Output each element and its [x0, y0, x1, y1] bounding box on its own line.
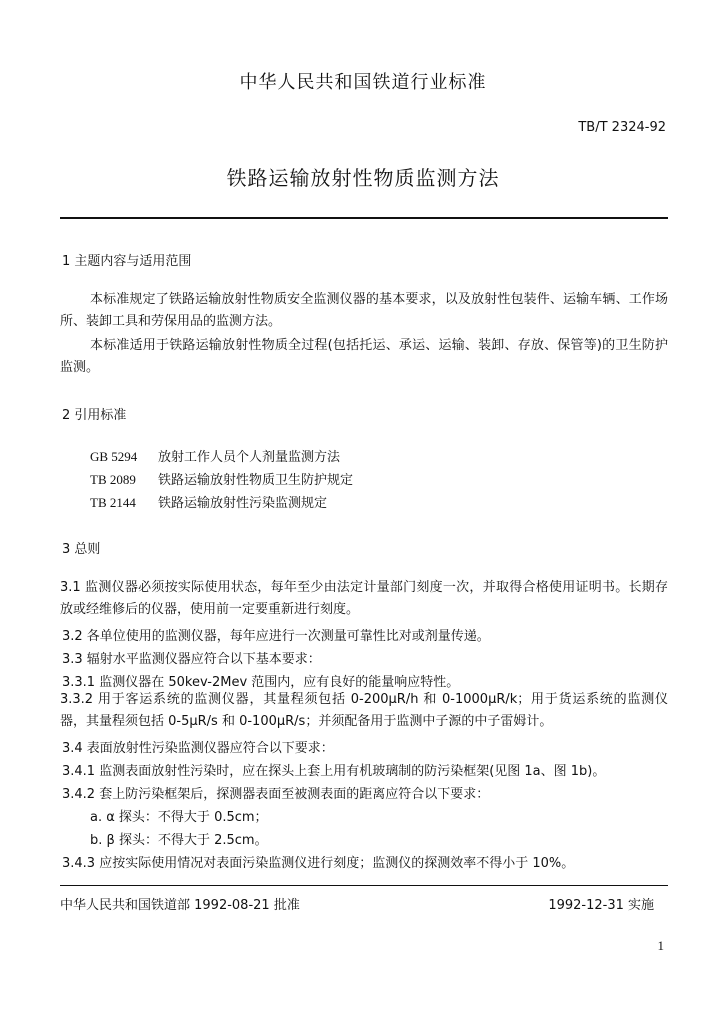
- section-1-heading: 1 主题内容与适用范围: [62, 254, 192, 269]
- clause-3-3: 3.3 辐射水平监测仪器应符合以下基本要求：: [62, 652, 321, 667]
- approval-note: 中华人民共和国铁道部 1992-08-21 批准: [60, 898, 300, 913]
- standard-code: TB/T 2324-92: [578, 120, 666, 135]
- implementation-date: 1992-12-31 实施: [548, 898, 654, 913]
- reference-item: [90, 469, 353, 488]
- clause-3-4-2: 3.4.2 套上防污染框架后，探测器表面至被测表面的距离应符合以下要求：: [62, 787, 490, 802]
- page-number: 1: [657, 938, 664, 953]
- reference-title: 铁路运输放射性污染监测规定: [158, 496, 328, 511]
- clause-3-4-3: 3.4.3 应按实际使用情况对表面污染监测仪进行刻度；监测仪的探测效率不得小于 10%。: [62, 856, 575, 871]
- reference-code: GB 5294: [90, 449, 138, 464]
- reference-title: 放射工作人员个人剂量监测方法: [158, 450, 341, 465]
- reference-item: [90, 446, 340, 465]
- standard-name: 中华人民共和国铁道行业标准: [239, 72, 487, 93]
- reference-code: TB 2089: [90, 472, 136, 487]
- section-2-heading: 2 引用标准: [62, 408, 127, 423]
- clause-3-2: 3.2 各单位使用的监测仪器，每年应进行一次测量可靠性比对或剂量传递。: [62, 629, 490, 644]
- clause-3-4-2-a: a. α 探头：不得大于 0.5cm；: [90, 810, 268, 825]
- clause-3-3-1: 3.3.1 监测仪器在 50kev-2Mev 范围内，应有良好的能量响应特性。: [62, 675, 460, 690]
- document-title: 铁路运输放射性物质监测方法: [226, 166, 500, 190]
- section-3-heading: 3 总则: [62, 542, 101, 557]
- reference-code: TB 2144: [90, 495, 136, 510]
- clause-3-4: 3.4 表面放射性污染监测仪器应符合以下要求：: [62, 741, 334, 756]
- clause-3-1: 3.1 监测仪器必须按实际使用状态，每年至少由法定计量部门刻度一次，并取得合格使用证明书。长期存放或经维修后的仪器，使用前一定要重新进行刻度。: [60, 580, 668, 617]
- section-1-paragraph-2: 本标准适用于铁路运输放射性物质全过程(包括托运、承运、运输、装卸、存放、保管等)的卫生防护监测。: [60, 338, 668, 375]
- section-1-paragraph-1: 本标准规定了铁路运输放射性物质安全监测仪器的基本要求，以及放射性包装件、运输车辆、工作场所、装卸工具和劳保用品的监测方法。: [60, 292, 668, 329]
- title-divider: [60, 217, 668, 219]
- clause-3-3-2: 3.3.2 用于客运系统的监测仪器，其量程须包括 0-200μR/h 和 0-1000μR/k；用于货运系统的监测仪器，其量程须包括 0-5μR/s 和 0-100μR/s；并须配备用于监测中子源的中子雷姆计。: [60, 692, 668, 729]
- footer-divider: [60, 885, 668, 886]
- clause-3-4-2-b: b. β 探头：不得大于 2.5cm。: [90, 833, 268, 848]
- reference-title: 铁路运输放射性物质卫生防护规定: [158, 473, 354, 488]
- clause-3-4-1: 3.4.1 监测表面放射性污染时，应在探头上套上用有机玻璃制的防污染框架(见图 1a、图 1b)。: [62, 764, 606, 779]
- reference-item: [90, 492, 327, 511]
